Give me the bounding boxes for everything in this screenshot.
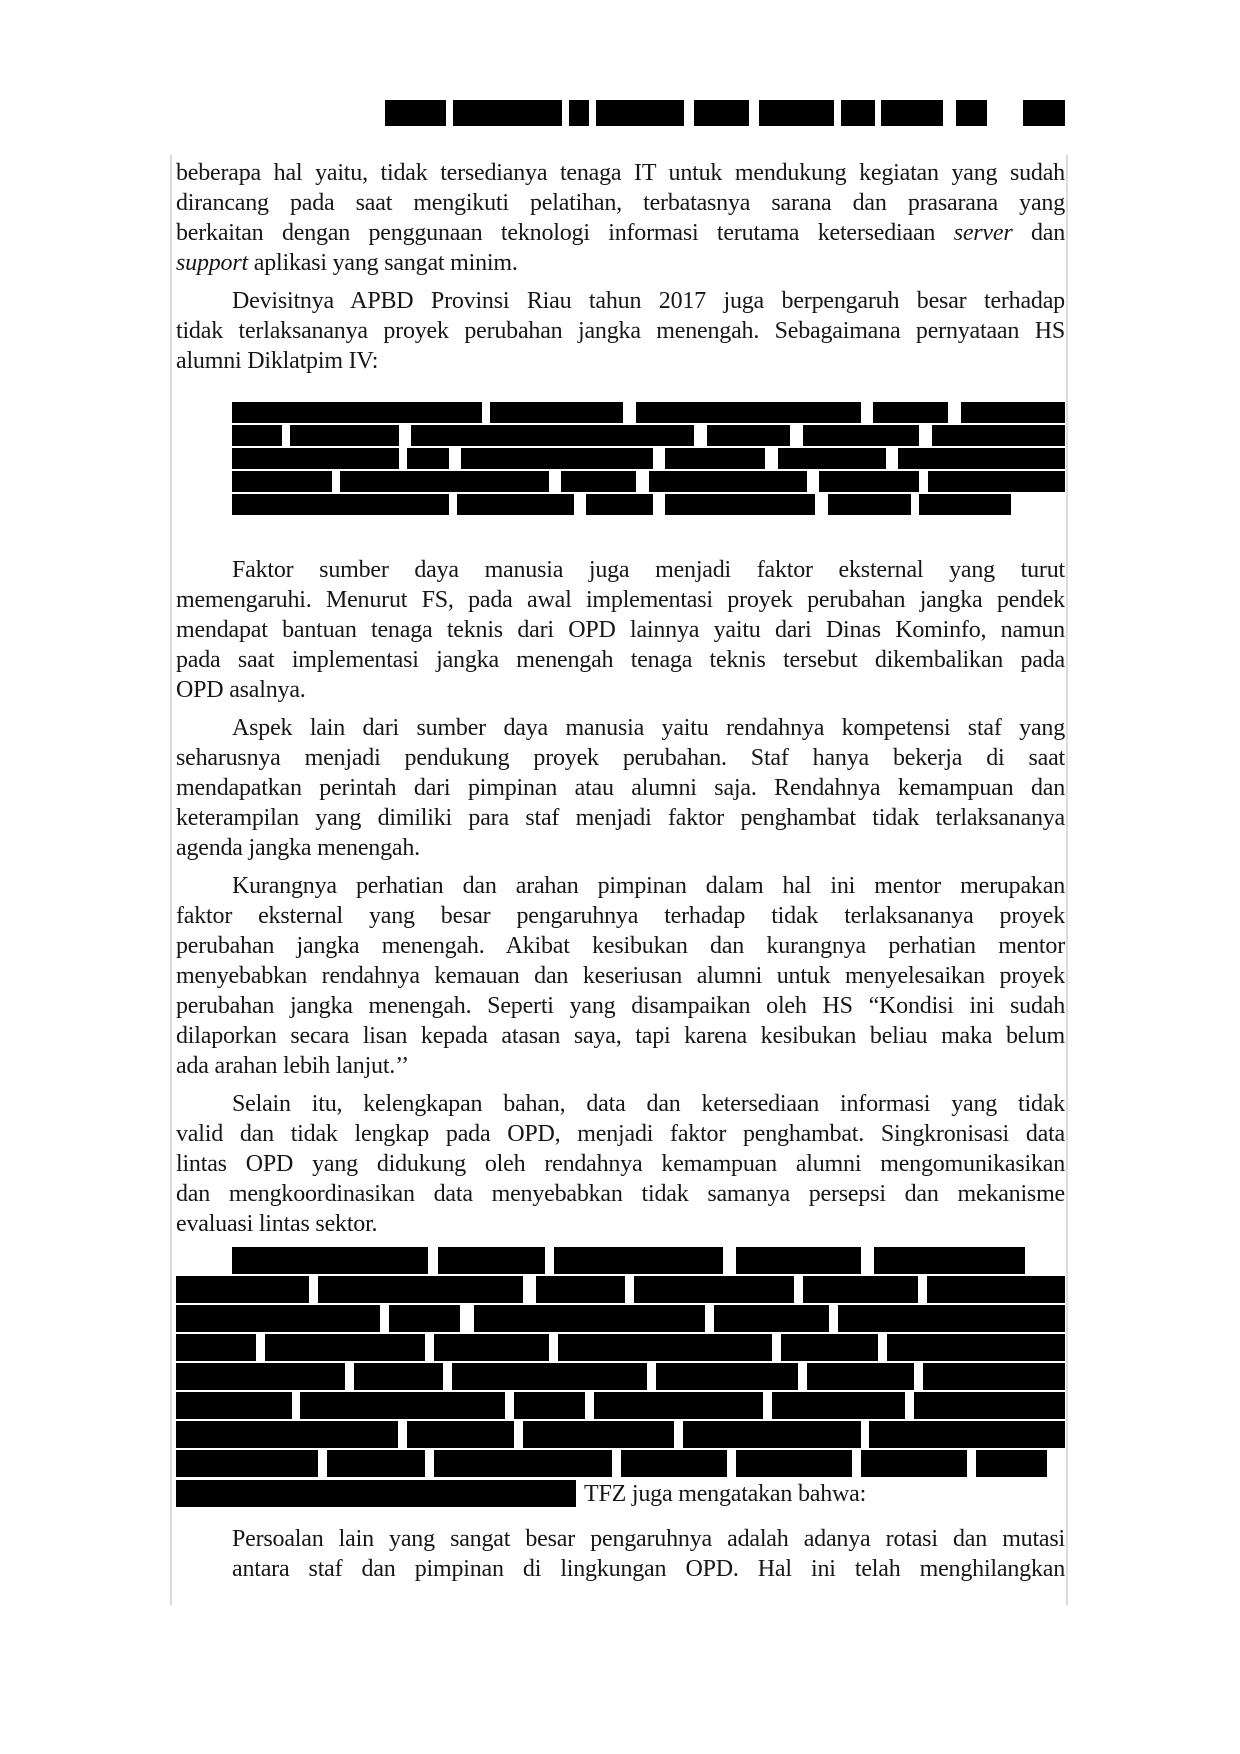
text-line: Faktor sumber daya manusia juga menjadi faktor eksternal yang turut <box>232 557 1065 583</box>
text-line: faktor eksternal yang besar pengaruhnya terhadap tidak terlaksananya proyek <box>176 903 1065 929</box>
redaction-row <box>232 448 1065 471</box>
text-line: perubahan jangka menengah. Seperti yang disampaikan oleh HS “Kondisi ini sudah <box>176 993 1065 1019</box>
redaction-bar <box>176 1334 256 1361</box>
redaction-bar <box>514 1392 585 1419</box>
text-line: mendapatkan perintah dari pimpinan atau alumni saja. Rendahnya kemampuan dan <box>176 775 1065 801</box>
text-line: tidak terlaksananya proyek perubahan jangka menengah. Sebagaimana pernyataan HS <box>176 318 1065 344</box>
redaction-bar <box>807 1363 914 1390</box>
redaction-bar <box>714 1305 830 1332</box>
redaction-row <box>385 100 1065 128</box>
redaction-bar <box>819 471 919 492</box>
paragraph-2 <box>176 286 1065 376</box>
redaction-bar <box>290 425 398 446</box>
redaction-row <box>176 1276 1065 1305</box>
redaction-bar <box>407 1421 514 1448</box>
italic-term-server: server <box>953 220 1013 246</box>
redaction-bar <box>461 448 653 469</box>
redaction-row <box>176 1421 1065 1450</box>
redaction-row <box>176 1392 1065 1421</box>
text-line: valid dan tidak lengkap pada OPD, menjadi faktor penghambat. Singkronisasi data <box>176 1121 1065 1147</box>
redaction-bar <box>558 1334 771 1361</box>
redaction-bar <box>385 100 446 126</box>
redaction-bar <box>438 1247 545 1274</box>
text-line: lintas OPD yang didukung oleh rendahnya kemampuan alumni mengomunikasikan <box>176 1151 1065 1177</box>
redaction-row <box>176 1305 1065 1334</box>
text-line: Persoalan lain yang sangat besar pengaruhnya adalah adanya rotasi dan mutasi <box>232 1526 1065 1552</box>
redaction-bar <box>928 471 1065 492</box>
redaction-bar <box>772 1392 905 1419</box>
text-line: beberapa hal yaitu, tidak tersedianya tenaga IT untuk mendukung kegiatan yang sudah <box>176 160 1065 186</box>
text-line: memengaruhi. Menurut FS, pada awal implementasi proyek perubahan jangka pendek <box>176 587 1065 613</box>
text-line: Selain itu, kelengkapan bahan, data dan ketersediaan informasi yang tidak <box>232 1091 1065 1117</box>
redacted-line-with-tfz-intro <box>176 1479 1065 1508</box>
redaction-bar <box>523 1421 674 1448</box>
redaction-bar <box>176 1421 398 1448</box>
redaction-bar <box>887 1334 1065 1361</box>
redaction-bar <box>232 402 482 423</box>
redaction-bar <box>803 1276 919 1303</box>
redaction-bar <box>474 1305 705 1332</box>
redaction-bar <box>176 1276 309 1303</box>
redaction-bar <box>694 100 748 126</box>
paragraph-4 <box>176 713 1065 863</box>
redaction-bar <box>596 100 684 126</box>
redaction-bar <box>778 448 886 469</box>
text-column <box>176 158 1065 1592</box>
text-line: Aspek lain dari sumber daya manusia yaitu rendahnya kompetensi staf yang <box>232 715 1065 741</box>
text-line: seharusnya menjadi pendukung proyek perubahan. Staf hanya bekerja di saat <box>176 745 1065 771</box>
paragraph-1 <box>176 158 1065 278</box>
redaction-bar <box>554 1247 723 1274</box>
redaction-bar <box>736 1450 852 1477</box>
redaction-bar <box>354 1363 443 1390</box>
redaction-bar <box>265 1334 425 1361</box>
redaction-bar <box>318 1276 522 1303</box>
redaction-bar <box>621 1450 728 1477</box>
redaction-bar <box>927 1276 1065 1303</box>
redaction-bar <box>176 1305 380 1332</box>
text-line: agenda jangka menengah. <box>176 835 420 861</box>
text-line: dan mengkoordinasikan data menyebabkan tidak samanya persepsi dan mekanisme <box>176 1181 1065 1207</box>
redaction-bar <box>736 1247 860 1274</box>
redaction-bar <box>176 1392 292 1419</box>
text-line: alumni Diklatpim IV: <box>176 348 379 374</box>
redaction-bar <box>869 1421 1065 1448</box>
redacted-journal-header <box>385 100 1065 130</box>
text-line: pada saat implementasi jangka menengah tenaga teknis tersebut dikembalikan pada <box>176 647 1065 673</box>
redaction-bar <box>919 494 1011 515</box>
text-line: mendapat bantuan tenaga teknis dari OPD lainnya yaitu dari Dinas Kominfo, namun <box>176 617 1065 643</box>
redaction-bar <box>232 471 332 492</box>
redaction-bar <box>803 425 920 446</box>
redaction-bar <box>923 1363 1065 1390</box>
redaction-bar <box>707 425 790 446</box>
redaction-bar <box>327 1450 425 1477</box>
redaction-bar <box>861 1450 968 1477</box>
redacted-quote-block-1 <box>232 402 1065 517</box>
redaction-bar <box>411 425 694 446</box>
redaction-bar <box>956 100 987 126</box>
redaction-bar <box>665 448 765 469</box>
redaction-bar <box>683 1421 861 1448</box>
scan-artifact-right-edge <box>1066 155 1068 1605</box>
redaction-row <box>232 402 1065 425</box>
redaction-bar <box>457 494 574 515</box>
redaction-bar <box>636 402 861 423</box>
redaction-bar <box>300 1392 504 1419</box>
redaction-bar <box>898 448 1065 469</box>
redaction-bar <box>232 494 449 515</box>
redaction-bar <box>340 471 548 492</box>
redaction-bar <box>232 448 399 469</box>
redaction-bar <box>656 1363 798 1390</box>
text-line: OPD asalnya. <box>176 677 306 703</box>
redaction-row <box>232 425 1065 448</box>
redaction-bar <box>176 1450 318 1477</box>
redaction-bar <box>961 402 1065 423</box>
redaction-bar <box>176 1480 576 1507</box>
text-line: dilaporkan secara lisan kepada atasan saya, tapi karena kesibukan beliau maka belum <box>176 1023 1065 1049</box>
redaction-bar <box>586 494 653 515</box>
redacted-paragraph-block-2 <box>176 1247 1065 1479</box>
text-line: Devisitnya APBD Provinsi Riau tahun 2017 juga berpengaruh besar terhadap <box>232 288 1065 314</box>
redaction-bar <box>569 100 589 126</box>
redaction-row <box>176 1247 1065 1276</box>
redaction-row <box>176 1363 1065 1392</box>
redaction-bar <box>634 1276 794 1303</box>
redaction-bar <box>881 100 942 126</box>
redaction-row <box>232 494 1065 517</box>
redaction-bar <box>176 1363 345 1390</box>
redaction-bar <box>874 1247 1025 1274</box>
paragraph-3 <box>176 555 1065 705</box>
paragraph-6 <box>176 1089 1065 1239</box>
redaction-bar <box>232 425 282 446</box>
redaction-bar <box>453 100 562 126</box>
redaction-bar <box>976 1450 1047 1477</box>
redaction-row <box>176 1334 1065 1363</box>
redaction-row <box>176 1450 1065 1479</box>
redaction-bar <box>452 1363 648 1390</box>
redaction-bar <box>490 402 623 423</box>
redaction-bar <box>389 1305 460 1332</box>
text-line: antara staf dan pimpinan di lingkungan OPD. Hal ini telah menghilangkan <box>232 1556 1065 1582</box>
redaction-bar <box>434 1334 550 1361</box>
tfz-intro-text: TFZ juga mengatakan bahwa: <box>584 1480 867 1507</box>
redaction-bar <box>649 471 807 492</box>
redaction-bar <box>828 494 911 515</box>
redaction-bar <box>407 448 449 469</box>
redaction-bar <box>873 402 948 423</box>
text-line: menyebabkan rendahnya kemauan dan keseriusan alumni untuk menyelesaikan proyek <box>176 963 1065 989</box>
text-line: dirancang pada saat mengikuti pelatihan, terbatasnya sarana dan prasarana yang <box>176 190 1065 216</box>
redaction-bar <box>1023 100 1065 126</box>
redaction-bar <box>594 1392 763 1419</box>
redaction-bar <box>841 100 875 126</box>
text-segment: aplikasi yang sangat minim. <box>247 250 518 276</box>
redaction-row <box>232 471 1065 494</box>
text-segment: berkaitan dengan penggunaan teknologi informasi terutama ketersediaan <box>176 220 954 246</box>
redaction-bar <box>561 471 636 492</box>
redaction-bar <box>434 1450 612 1477</box>
italic-term-support: support <box>176 250 248 276</box>
redaction-bar <box>759 100 834 126</box>
text-line: keterampilan yang dimiliki para staf menjadi faktor penghambat tidak terlaksananya <box>176 805 1065 831</box>
text-line: Kurangnya perhatian dan arahan pimpinan dalam hal ini mentor merupakan <box>232 873 1065 899</box>
redaction-bar <box>232 1247 428 1274</box>
text-line <box>176 248 1065 278</box>
text-line: perubahan jangka menengah. Akibat kesibukan dan kurangnya perhatian mentor <box>176 933 1065 959</box>
block-quote-persoalan <box>176 1524 1065 1584</box>
redaction-bar <box>838 1305 1065 1332</box>
redaction-bar <box>781 1334 879 1361</box>
redaction-bar <box>665 494 815 515</box>
redaction-bar <box>932 425 1065 446</box>
text-line: ada arahan lebih lanjut.’’ <box>176 1053 409 1079</box>
redaction-bar <box>536 1276 625 1303</box>
text-line: evaluasi lintas sektor. <box>176 1211 378 1237</box>
text-line <box>176 218 1065 248</box>
redaction-bar <box>914 1392 1065 1419</box>
scan-artifact-left-edge <box>170 155 172 1605</box>
text-segment: dan <box>1012 220 1065 246</box>
paragraph-5 <box>176 871 1065 1081</box>
